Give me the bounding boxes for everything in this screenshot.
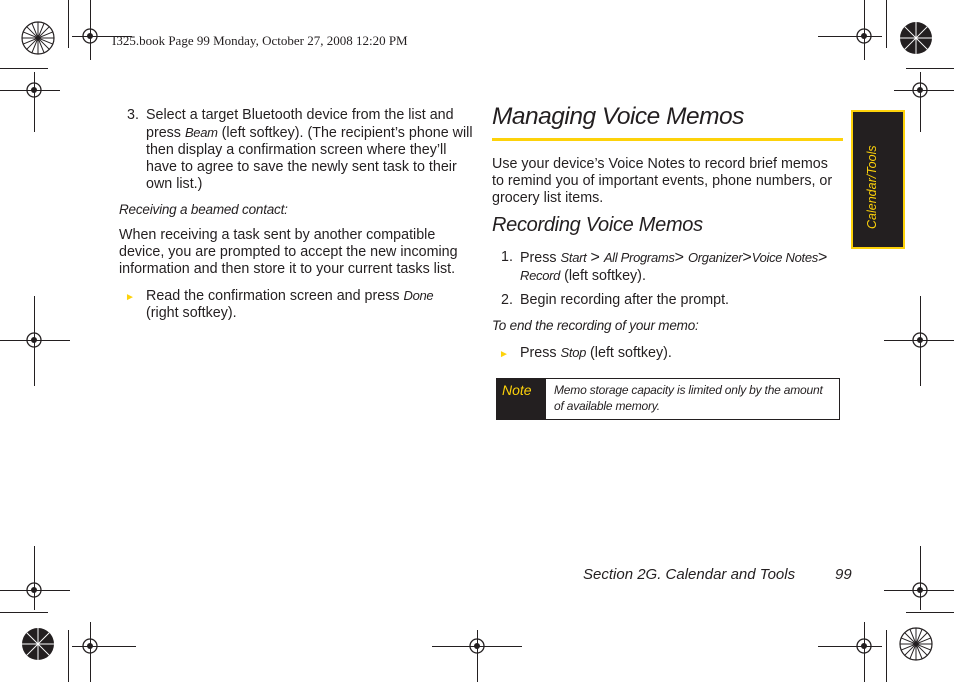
- step-number: 2.: [501, 292, 513, 308]
- receiving-heading: Receiving a beamed contact:: [119, 202, 288, 217]
- note-label-cell: [497, 379, 546, 419]
- registration-target-icon: [24, 330, 44, 350]
- step-3-text: [146, 107, 476, 193]
- text-line: to remind you of important events, phone numbers, or: [492, 173, 833, 189]
- text-line: have to agree to save the newly sent task to their: [146, 159, 457, 175]
- title-underline: [492, 138, 843, 141]
- crop-mark: [34, 546, 35, 610]
- end-recording-heading: To end the recording of your memo:: [492, 318, 699, 333]
- page-number: 99: [835, 566, 852, 583]
- crop-mark: [68, 630, 69, 682]
- bullet-item: [146, 287, 476, 322]
- text-line: grocery list items.: [492, 190, 604, 206]
- subsection-title: Recording Voice Memos: [492, 214, 703, 236]
- registration-target-icon: [854, 26, 874, 46]
- registration-target-icon: [80, 636, 100, 656]
- menu-separator: >: [818, 249, 828, 266]
- step-1-text: [520, 249, 850, 285]
- bullet-item: [520, 344, 672, 362]
- registration-target-icon: [910, 330, 930, 350]
- registration-starburst-icon: [896, 624, 936, 664]
- text-fragment: (left softkey).: [560, 268, 646, 284]
- registration-target-icon: [24, 80, 44, 100]
- crop-mark: [906, 68, 954, 69]
- crop-mark: [0, 68, 48, 69]
- registration-starburst-icon: [18, 624, 58, 664]
- text-fragment: Press: [520, 345, 561, 361]
- registration-target-icon: [910, 580, 930, 600]
- registration-target-icon: [467, 636, 487, 656]
- menu-separator: >: [674, 249, 684, 266]
- crop-mark: [886, 0, 887, 48]
- text-line: [520, 249, 850, 267]
- receiving-paragraph: [119, 227, 479, 278]
- side-tab-label: Calendar/Tools: [865, 145, 879, 229]
- note-text: [554, 382, 834, 414]
- text-fragment: Read the confirmation screen and press: [146, 288, 404, 304]
- softkey-command: Stop: [560, 345, 587, 360]
- crop-mark: [886, 630, 887, 682]
- registration-target-icon: [24, 580, 44, 600]
- menu-path-start: Start: [560, 250, 587, 265]
- step-number: 3.: [127, 107, 139, 123]
- text-line: Select a target Bluetooth device from the list and: [146, 107, 454, 123]
- softkey-command: Done: [403, 288, 434, 303]
- crop-mark: [0, 612, 48, 613]
- registration-starburst-icon: [18, 18, 58, 58]
- printer-slug-line: I325.book Page 99 Monday, October 27, 2008 12:20 PM: [112, 33, 408, 48]
- intro-paragraph: [492, 156, 842, 207]
- text-line: own list.): [146, 176, 203, 192]
- text-fragment: Press: [520, 250, 561, 266]
- crop-mark: [68, 0, 69, 48]
- registration-starburst-icon: [896, 18, 936, 58]
- text-line: information and then store it to your current tasks list.: [119, 261, 456, 277]
- menu-separator: >: [590, 249, 600, 266]
- text-line: [146, 124, 476, 142]
- text-line: Use your device’s Voice Notes to record brief memos: [492, 156, 828, 172]
- crop-mark: [920, 546, 921, 610]
- menu-path-voice-notes: Voice Notes: [751, 250, 818, 265]
- text-line: device, you are prompted to accept the new incoming: [119, 244, 458, 260]
- crop-mark: [906, 612, 954, 613]
- registration-target-icon: [854, 636, 874, 656]
- softkey-command: Beam: [184, 125, 218, 140]
- bullet-arrow-icon: ►: [499, 349, 509, 360]
- text-line: then display a confirmation screen where they’ll: [146, 142, 447, 158]
- menu-path-record: Record: [520, 268, 561, 283]
- note-box: [496, 378, 840, 420]
- text-line: [146, 287, 476, 305]
- menu-separator: >: [742, 249, 752, 266]
- text-line: of available memory.: [554, 399, 660, 413]
- step-2-text: Begin recording after the prompt.: [520, 292, 730, 308]
- text-line: When receiving a task sent by another compatible: [119, 227, 436, 243]
- text-line: Memo storage capacity is limited only by the amount: [554, 383, 823, 397]
- text-fragment: press: [146, 125, 185, 141]
- text-line: (right softkey).: [146, 305, 237, 321]
- text-fragment: (left softkey).: [586, 345, 672, 361]
- menu-path-organizer: Organizer: [687, 250, 743, 265]
- section-title: Managing Voice Memos: [492, 103, 744, 130]
- step-number: 1.: [501, 249, 513, 265]
- bullet-arrow-icon: ►: [125, 292, 135, 303]
- text-line: [520, 267, 850, 285]
- menu-path-all-programs: All Programs: [603, 250, 675, 265]
- text-fragment: (left softkey). (The recipient’s phone will: [217, 125, 473, 141]
- note-label: Note: [502, 382, 532, 398]
- registration-target-icon: [910, 80, 930, 100]
- registration-target-icon: [80, 26, 100, 46]
- footer-section-label: Section 2G. Calendar and Tools: [583, 566, 796, 583]
